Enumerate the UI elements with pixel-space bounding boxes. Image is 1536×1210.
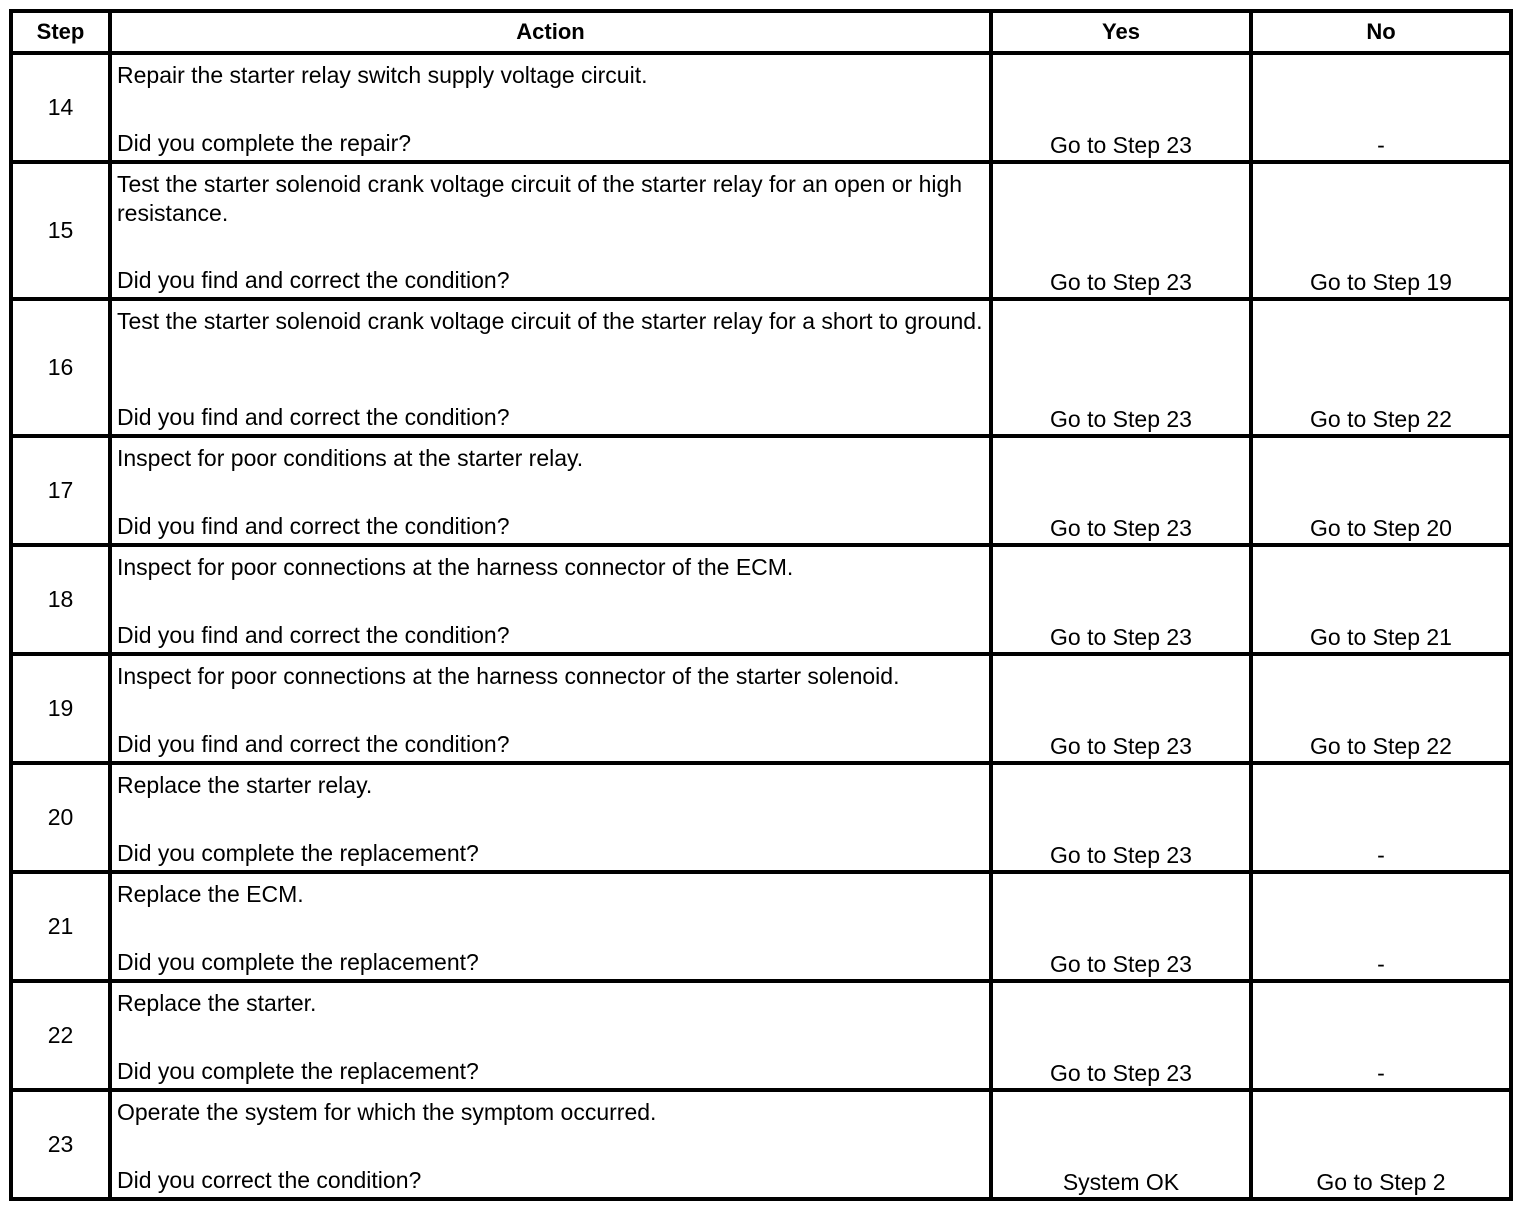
no-result: Go to Step 22 xyxy=(1251,654,1511,763)
no-result: - xyxy=(1251,872,1511,981)
no-result: Go to Step 2 xyxy=(1251,1090,1511,1199)
no-result: - xyxy=(1251,763,1511,872)
no-result: Go to Step 21 xyxy=(1251,545,1511,654)
step-number: 20 xyxy=(11,763,110,872)
no-result: - xyxy=(1251,53,1511,162)
step-number: 15 xyxy=(11,162,110,299)
no-result: Go to Step 20 xyxy=(1251,436,1511,545)
action-instruction: Replace the starter relay. xyxy=(117,772,373,798)
action-question: Did you find and correct the condition? xyxy=(117,267,510,293)
yes-result: Go to Step 23 xyxy=(991,299,1251,436)
table-row xyxy=(11,654,1511,763)
table-row xyxy=(11,299,1511,436)
action-question: Did you find and correct the condition? xyxy=(117,513,510,539)
yes-result: Go to Step 23 xyxy=(991,872,1251,981)
action-question: Did you complete the replacement? xyxy=(117,1058,479,1084)
action-instruction: Test the starter solenoid crank voltage circuit of the starter relay for an open or high resistance. xyxy=(117,171,963,226)
action-question: Did you find and correct the condition? xyxy=(117,622,510,648)
column-header-step: Step xyxy=(11,11,110,53)
action-instruction: Inspect for poor connections at the harness connector of the ECM. xyxy=(117,554,794,580)
step-number: 17 xyxy=(11,436,110,545)
action-question: Did you complete the repair? xyxy=(117,130,412,156)
action-cell xyxy=(110,162,991,299)
action-cell xyxy=(110,53,991,162)
yes-result: Go to Step 23 xyxy=(991,545,1251,654)
table-row xyxy=(11,545,1511,654)
step-number: 21 xyxy=(11,872,110,981)
action-cell xyxy=(110,654,991,763)
action-question: Did you correct the condition? xyxy=(117,1167,422,1193)
yes-result: Go to Step 23 xyxy=(991,981,1251,1090)
step-number: 14 xyxy=(11,53,110,162)
table-row xyxy=(11,981,1511,1090)
action-instruction: Replace the starter. xyxy=(117,990,317,1016)
step-number: 16 xyxy=(11,299,110,436)
yes-result: System OK xyxy=(991,1090,1251,1199)
table-row xyxy=(11,162,1511,299)
yes-result: Go to Step 23 xyxy=(991,436,1251,545)
action-cell xyxy=(110,981,991,1090)
header-row xyxy=(11,11,1511,53)
yes-result: Go to Step 23 xyxy=(991,53,1251,162)
action-instruction: Inspect for poor conditions at the starter relay. xyxy=(117,445,584,471)
no-result: Go to Step 22 xyxy=(1251,299,1511,436)
table-row xyxy=(11,763,1511,872)
diagnostic-procedure-table xyxy=(9,9,1513,1201)
table-row xyxy=(11,53,1511,162)
step-number: 22 xyxy=(11,981,110,1090)
column-header-action: Action xyxy=(110,11,991,53)
action-cell xyxy=(110,436,991,545)
action-instruction: Test the starter solenoid crank voltage circuit of the starter relay for a short to ground. xyxy=(117,308,983,334)
no-result: - xyxy=(1251,981,1511,1090)
yes-result: Go to Step 23 xyxy=(991,654,1251,763)
table-row xyxy=(11,1090,1511,1199)
action-cell xyxy=(110,763,991,872)
action-cell xyxy=(110,299,991,436)
table-row xyxy=(11,436,1511,545)
yes-result: Go to Step 23 xyxy=(991,162,1251,299)
action-cell xyxy=(110,545,991,654)
action-instruction: Replace the ECM. xyxy=(117,881,304,907)
action-question: Did you complete the replacement? xyxy=(117,840,479,866)
action-cell xyxy=(110,1090,991,1199)
yes-result: Go to Step 23 xyxy=(991,763,1251,872)
action-instruction: Operate the system for which the symptom occurred. xyxy=(117,1099,657,1125)
column-header-yes: Yes xyxy=(991,11,1251,53)
action-cell xyxy=(110,872,991,981)
action-instruction: Inspect for poor connections at the harness connector of the starter solenoid. xyxy=(117,663,900,689)
action-question: Did you find and correct the condition? xyxy=(117,404,510,430)
column-header-no: No xyxy=(1251,11,1511,53)
step-number: 19 xyxy=(11,654,110,763)
action-question: Did you complete the replacement? xyxy=(117,949,479,975)
table-row xyxy=(11,872,1511,981)
action-instruction: Repair the starter relay switch supply voltage circuit. xyxy=(117,62,648,88)
action-question: Did you find and correct the condition? xyxy=(117,731,510,757)
step-number: 23 xyxy=(11,1090,110,1199)
step-number: 18 xyxy=(11,545,110,654)
no-result: Go to Step 19 xyxy=(1251,162,1511,299)
